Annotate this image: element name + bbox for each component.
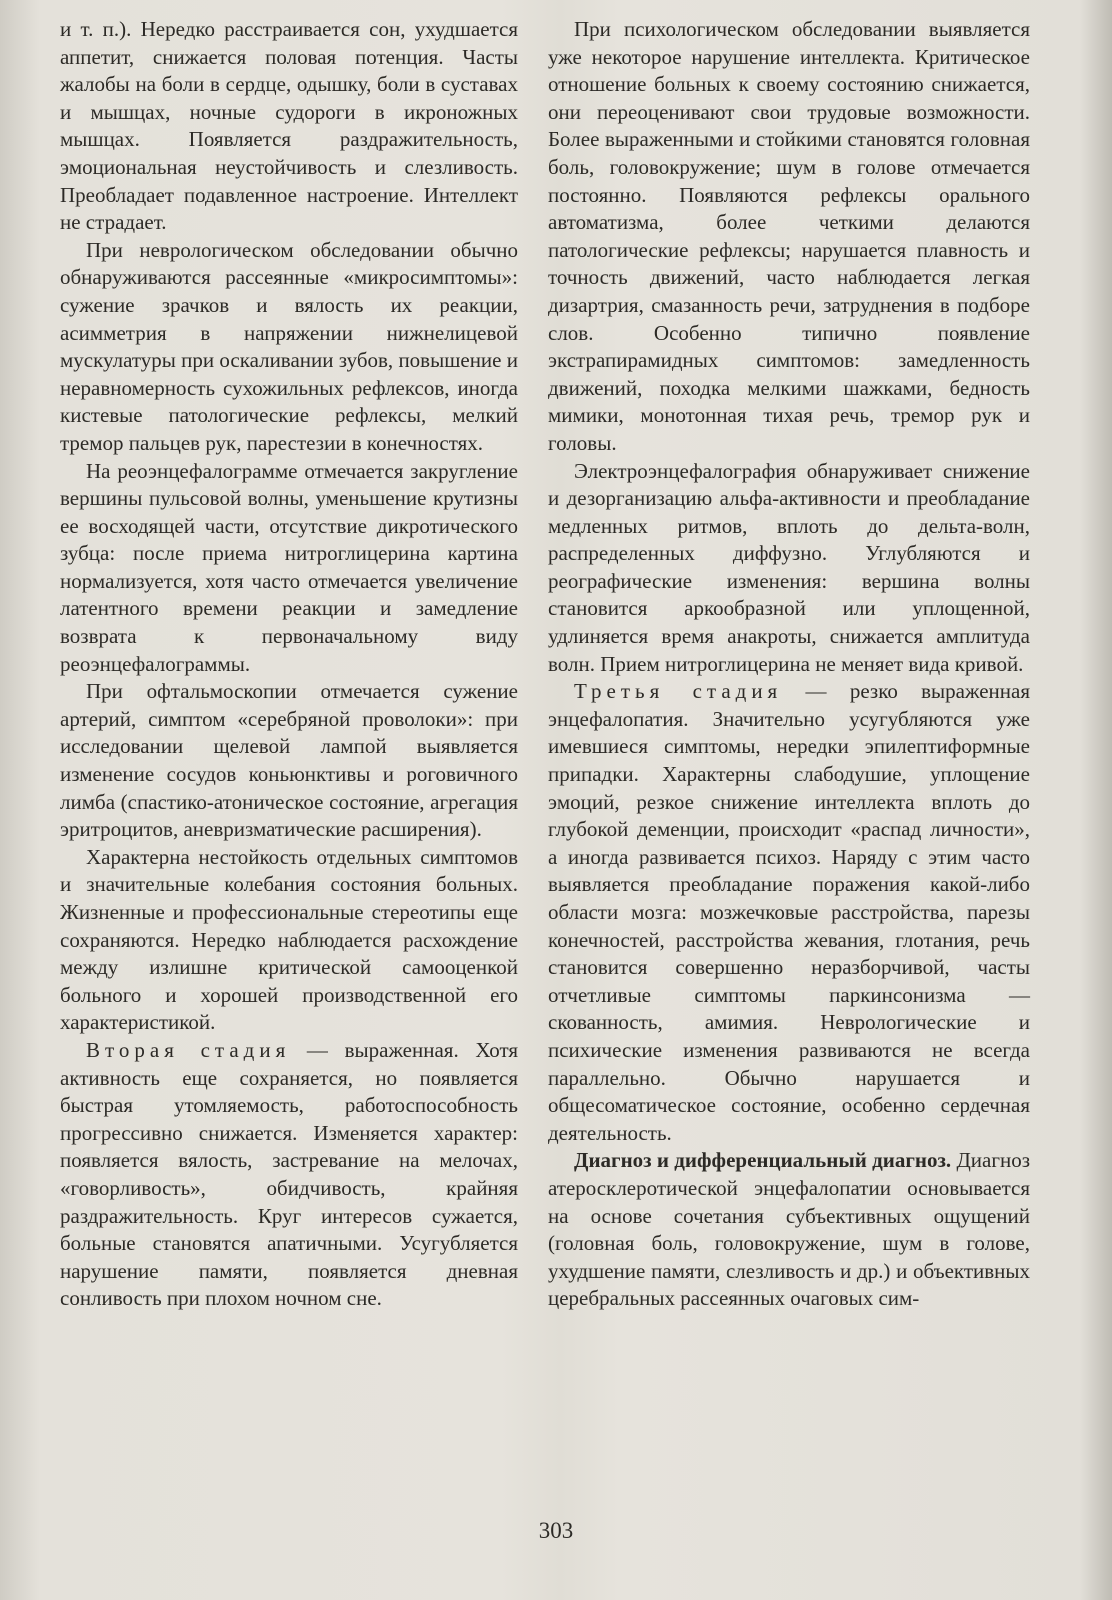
page-number: 303 <box>538 1518 574 1543</box>
paragraph-text: — резко выраженная энцефалопатия. Значительно усугубляются уже имевшиеся симптомы, нередки эпилептиформные припадки. Характерны слабодушие, уплощение эмоций, резкое снижение интеллекта вплоть до глубокой деменции, происходит «распад личности», а иногда развивается психоз. Наряду с этим часто выявляется преобладание поражения какой-либо области мозга: мозжечковые расстройства, парезы конечностей, расстройства жевания, глотания, речь становится совершенно неразборчивой, часты отчетливые симптомы паркинсонизма — скованность, амимия. Неврологические и психические изменения развиваются не всегда параллельно. Обычно нарушается и общесоматическое состояние, особенно сердечная деятельность. <box>548 679 1031 1145</box>
paragraph <box>548 1147 1030 1313</box>
right-column <box>548 16 1030 1313</box>
section-heading: Диагноз и дифференциальный диагноз. <box>574 1148 952 1173</box>
stage-heading: Третья стадия <box>574 679 783 704</box>
stage-heading: Вторая стадия <box>86 1037 291 1062</box>
paragraph: При психологическом обследовании выявляется уже некоторое нарушение интеллекта. Критическое отношение больных к своему состоянию снижается, они переоценивают свои трудовые возможности. Более выраженными и стойкими становятся головная боль, головокружение; шум в голове отмечается постоянно. Появляются рефлексы орального автоматизма, более четкими делаются патологические рефлексы; нарушается плавность и точность движений, часто наблюдается легкая дизартрия, смазанность речи, затруднения в подборе слов. Особенно типично появление экстрапирамидных симптомов: замедленность движений, походка мелкими шажками, бедность мимики, монотонная тихая речь, тремор рук и головы. <box>548 17 1030 455</box>
paragraph: При неврологическом обследовании обычно обнаруживаются рассеянные «микросимптомы»: сужение зрачков и вялость их реакции, асимметрия в напряжении нижнелицевой мускулатуры при оскаливании зубов, повышение и неравномерность сухожильных рефлексов, иногда кистевые патологические рефлексы, мелкий тремор пальцев рук, парестезии в конечностях. <box>60 237 518 455</box>
left-column <box>60 16 518 1313</box>
paragraph-text: Диагноз атеросклеротической энцефалопатии основывается на основе сочетания субъективных ощущений (головная боль, головокружение, шум в голове, ухудшение памяти, слезливость и др.) и объективных церебральных рассеянных очаговых сим- <box>548 1148 1030 1311</box>
paragraph: При офтальмоскопии отмечается сужение артерий, симптом «серебряной проволоки»: при исследовании щелевой лампой выявляется изменение сосудов коньюнктивы и роговичного лимба (спастико-атоническое состояние, агрегация эритроцитов, аневризматические расширения). <box>60 679 518 842</box>
paragraph <box>60 1037 518 1313</box>
paragraph-text: — выраженная. Хотя активность еще сохраняется, но появляется быстрая утомляемость, работоспособность прогрессивно снижается. Изменяется характер: появляется вялость, застревание на мелочах, «говорливость», обидчивость, крайняя раздражительность. Круг интересов сужается, больные становятся апатичными. Усугубляется нарушение памяти, появляется дневная сонливость при плохом ночном сне. <box>60 1037 519 1311</box>
paragraph: На реоэнцефалограмме отмечается закругление вершины пульсовой волны, уменьшение крутизны ее восходящей части, отсутствие дикротического зубца: после приема нитроглицерина картина нормализуется, хотя часто отмечается увеличение латентного времени реакции и замедление возврата к первоначальному виду реоэнцефалограммы. <box>60 458 518 676</box>
paragraph: Характерна нестойкость отдельных симптомов и значительные колебания состояния больных. Жизненные и профессиональные стереотипы еще сохраняются. Нередко наблюдается расхождение между излишне критической самооценкой больного и хорошей производственной его характеристикой. <box>60 844 518 1035</box>
paragraph: и т. п.). Нередко расстраивается сон, ухудшается аппетит, снижается половая потенция. Часты жалобы на боли в сердце, одышку, боли в суставах и мышцах, ночные судороги в икроножных мышцах. Появляется раздражительность, эмоциональная неустойчивость и слезливость. Преобладает подавленное настроение. Интеллект не страдает. <box>60 17 518 235</box>
paragraph <box>548 678 1030 1147</box>
paragraph: Электроэнцефалография обнаруживает снижение и дезорганизацию альфа-активности и преобладание медленных ритмов, вплоть до дельта-волн, распределенных диффузно. Углубляются и реографические изменения: вершина волны становится аркообразной или уплощенной, удлиняется время анакроты, снижается амплитуда волн. Прием нитроглицерина не меняет вида кривой. <box>548 458 1030 676</box>
